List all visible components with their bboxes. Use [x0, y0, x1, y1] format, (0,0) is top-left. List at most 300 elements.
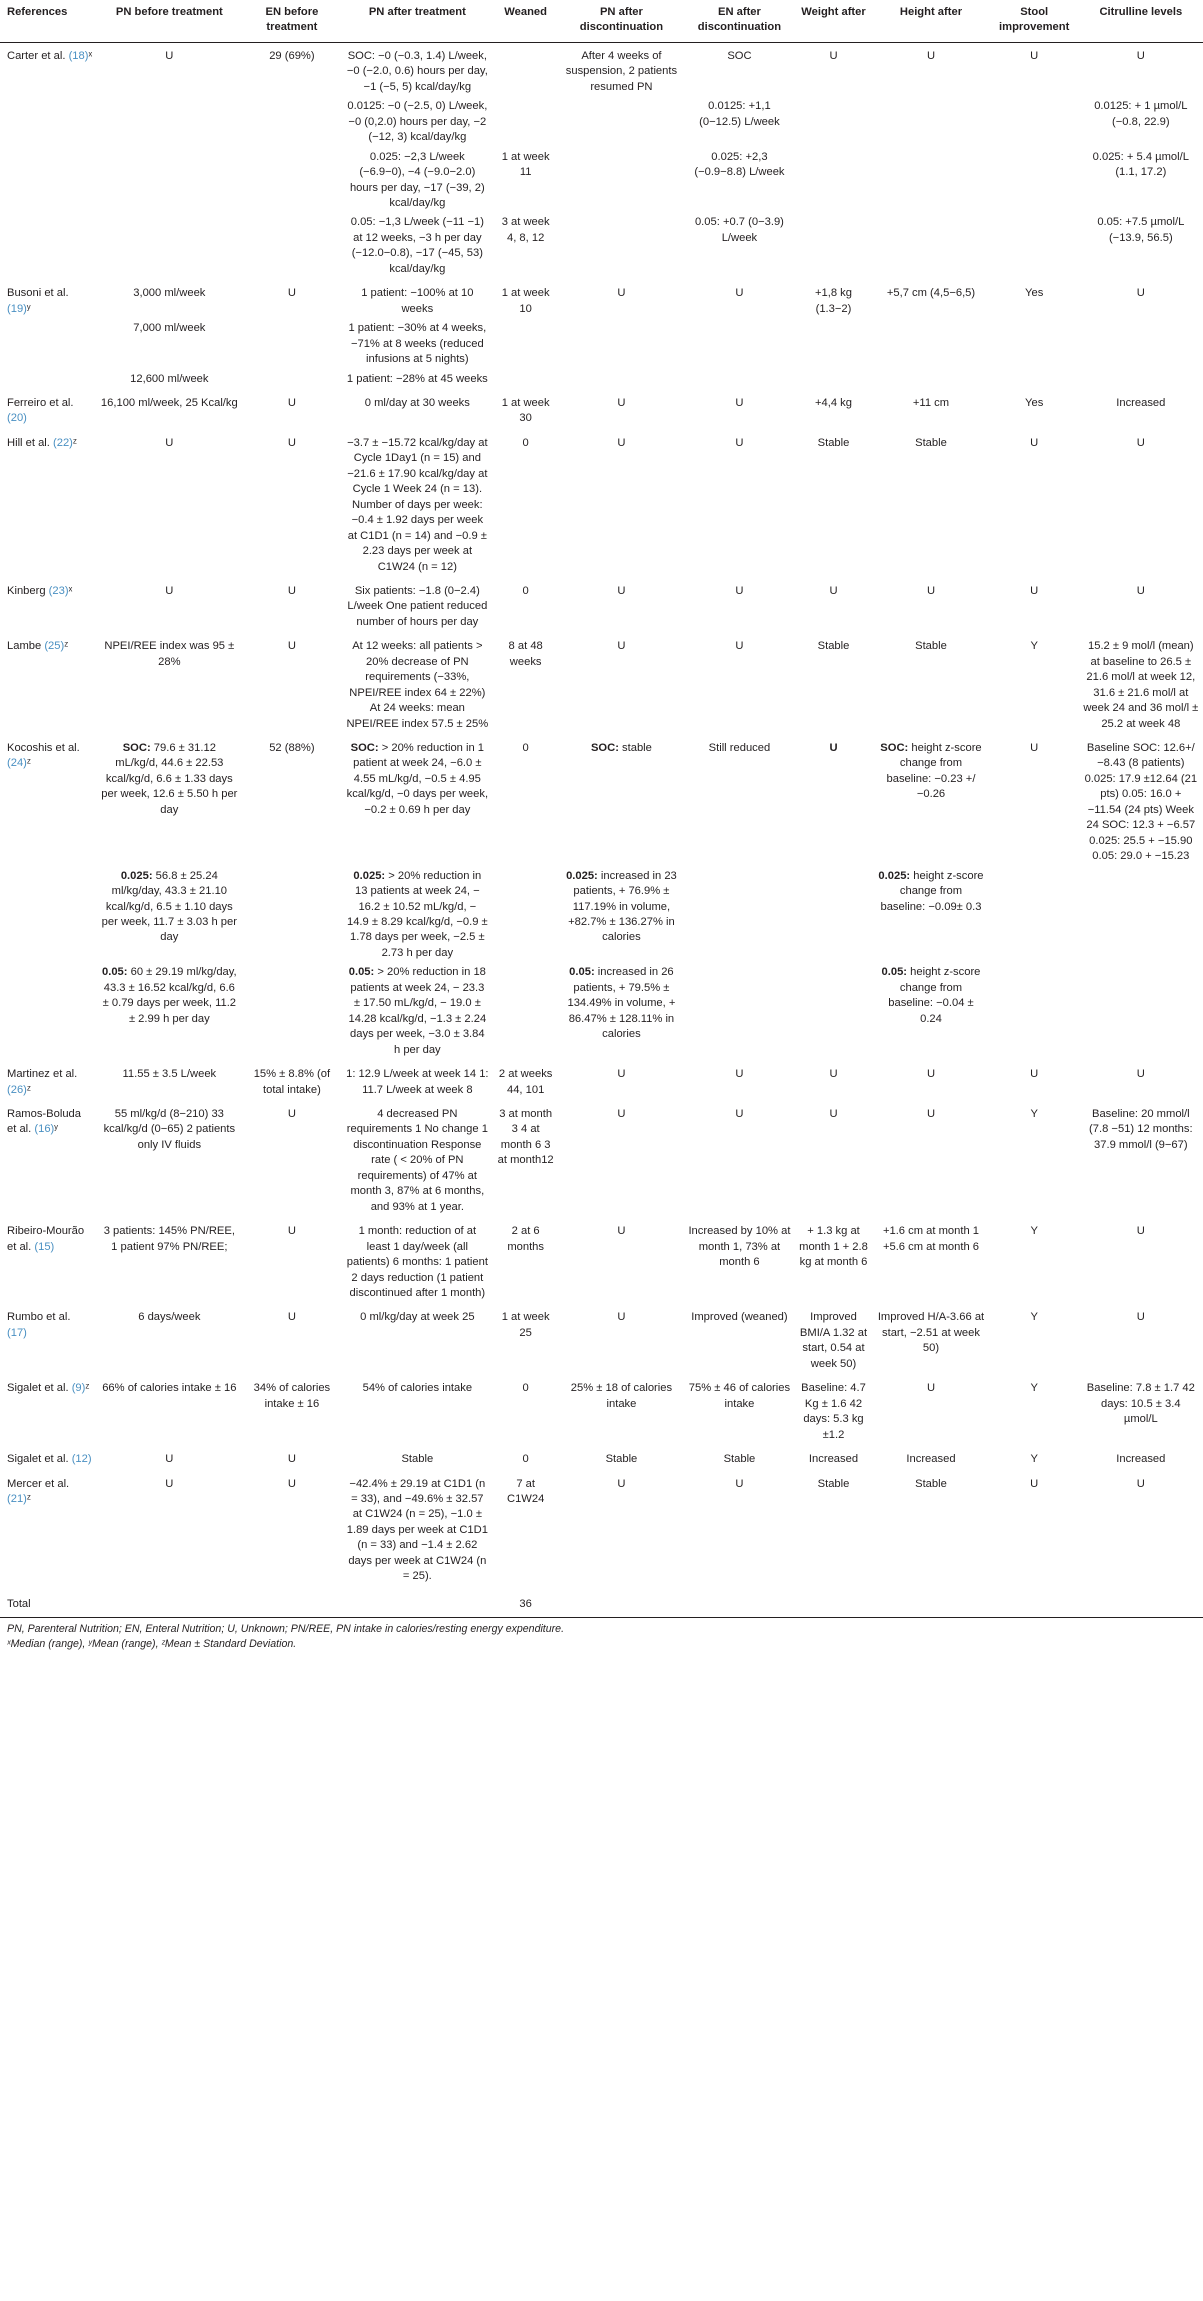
weaned-cell [493, 1217, 559, 1303]
cell-text: Improved H/A-3.66 at start, −2.51 at week 50) [877, 1311, 985, 1355]
cell-text: +4,4 kg [814, 396, 852, 409]
cell-text: U [735, 396, 744, 409]
weaned-cell [493, 148, 559, 214]
height-after-cell [872, 1445, 989, 1469]
cell-text: + 1.3 kg at month 1 + 2.8 kg at month 6 [799, 1225, 868, 1269]
weight-after-cell [795, 1587, 873, 1618]
stool-improvement-cell [990, 867, 1079, 964]
en-before-cell [242, 1587, 342, 1618]
pn-after-discontinuation-cell [559, 734, 684, 867]
height-after-cell [872, 1100, 989, 1217]
citrulline-cell [1079, 1303, 1203, 1374]
weight-after-cell [795, 1445, 873, 1469]
stool-improvement-cell [990, 279, 1079, 319]
pn-after-cell [342, 1060, 493, 1100]
en-before-cell [242, 1217, 342, 1303]
citrulline-cell [1079, 389, 1203, 429]
cell-text: U [617, 1477, 626, 1490]
cell-text: U [735, 1108, 744, 1120]
table-row [0, 1303, 1203, 1374]
cell-text: +11 cm [912, 396, 950, 409]
en-after-discontinuation-cell [684, 148, 795, 214]
cell-text: SOC [727, 49, 752, 62]
cell-text: U [617, 1311, 626, 1324]
cell-text: > 20% reduction in 13 patients at week 24, − 16.2 ± 10.52 mL/kg/d, − 14.9 ± 8.29 kcal/kg/d, −0.9 ± 1.78 days per week, −2.5 ± 2.73 h per day [346, 869, 488, 959]
cell-text: Still reduced [708, 742, 771, 755]
height-after-cell [872, 1217, 989, 1303]
abbreviations-footnote: PN, Parenteral Nutrition; EN, Enteral Nutrition; U, Unknown; PN/REE, PN intake in calories/resting energy expenditure. [7, 1623, 565, 1636]
en-after-discontinuation-cell [684, 1100, 795, 1217]
cell-text: U [735, 584, 744, 597]
pn-before-cell [97, 1060, 242, 1100]
cell-text: U [829, 1068, 838, 1081]
pn-after-cell [342, 1217, 493, 1303]
en-after-discontinuation-cell [684, 97, 795, 147]
height-after-cell [872, 370, 989, 389]
en-after-discontinuation-cell [684, 279, 795, 319]
cell-text: 0 [522, 1382, 529, 1395]
arm-label: U [829, 742, 838, 755]
cell-text: U [617, 1068, 626, 1081]
en-after-discontinuation-cell [684, 389, 795, 429]
en-after-discontinuation-cell [684, 632, 795, 734]
reference-cell [0, 429, 97, 577]
cell-text: −42.4% ± 29.19 at C1D1 (n = 33), and −49.6% ± 32.57 at C1W24 (n = 25), −1.0 ± 1.89 days per week at C1D1 (n = 33) and −1.4 ± 2.62 days per week at C1W24 (n = 25). [346, 1477, 488, 1583]
reference-cell [0, 42, 97, 97]
cell-text: U [617, 436, 626, 449]
cell-text: 1 at week 11 [501, 150, 550, 179]
pn-after-discontinuation-cell [559, 148, 684, 214]
cell-text: Sigalet et al. (12) [7, 1453, 92, 1466]
table-row [0, 1470, 1203, 1587]
stool-improvement-cell [990, 963, 1079, 1060]
cell-text: +1.6 cm at month 1 +5.6 cm at month 6 [882, 1225, 980, 1253]
cell-text: U [1030, 742, 1039, 755]
cell-text: increased in 26 patients, + 79.5% ± 134.49% in volume, + 86.47% ± 128.11% in calories [567, 966, 676, 1041]
cell-text: Y [1030, 640, 1038, 653]
cell-text: U [1136, 436, 1145, 449]
col-header: PN after treatment [342, 0, 493, 42]
table-row [0, 213, 1203, 279]
cell-text: Ribeiro-Mourão et al. (15) [7, 1225, 85, 1253]
arm-label: 0.025: [878, 869, 911, 882]
cell-text: 75% ± 46 of calories intake [688, 1382, 791, 1410]
pn-after-cell [342, 319, 493, 369]
cell-text: 0.025: +2,3 (−0.9−8.8) L/week [694, 150, 785, 179]
citation-link[interactable]: (23) [48, 584, 69, 597]
citation-link[interactable]: (17) [7, 1326, 27, 1339]
cell-text: U [1136, 287, 1145, 300]
citrulline-cell [1079, 213, 1203, 279]
cell-text: U [829, 49, 838, 62]
pn-after-discontinuation-cell [559, 1374, 684, 1445]
weight-after-cell [795, 279, 873, 319]
table-row [0, 963, 1203, 1060]
stool-improvement-cell [990, 577, 1079, 632]
cell-text: U [735, 1068, 744, 1081]
cell-text: 3 patients: 145% PN/REE, 1 patient 97% PN/REE; [103, 1225, 235, 1253]
weaned-cell [493, 1303, 559, 1374]
weight-after-cell [795, 389, 873, 429]
col-header: PN before treatment [97, 0, 242, 42]
cell-text: stable [622, 742, 652, 755]
reference-cell [0, 1587, 97, 1618]
arm-label: SOC: [122, 742, 151, 755]
en-before-cell [242, 963, 342, 1060]
en-after-discontinuation-cell [684, 319, 795, 369]
weaned-cell [493, 867, 559, 964]
pn-before-cell [97, 577, 242, 632]
cell-text: U [735, 1477, 744, 1490]
height-after-cell [872, 1470, 989, 1587]
height-after-cell [872, 734, 989, 867]
height-after-cell [872, 389, 989, 429]
cell-text: 11.55 ± 3.5 L/week [122, 1068, 217, 1081]
pn-before-cell [97, 1374, 242, 1445]
cell-text: 7,000 ml/week [133, 322, 206, 335]
en-before-cell [242, 97, 342, 147]
cell-text: Y [1030, 1108, 1038, 1120]
stool-improvement-cell [990, 734, 1079, 867]
en-after-discontinuation-cell [684, 963, 795, 1060]
citation-link[interactable]: (12) [71, 1453, 92, 1466]
pn-after-discontinuation-cell [559, 213, 684, 279]
en-before-cell [242, 370, 342, 389]
table-row [0, 734, 1203, 867]
citrulline-cell [1079, 867, 1203, 964]
cell-text: U [165, 1477, 174, 1490]
citation-link[interactable]: (21) [7, 1492, 27, 1505]
table-row [0, 1060, 1203, 1100]
cell-text: U [165, 584, 174, 597]
stool-improvement-cell [990, 429, 1079, 577]
pn-after-cell [342, 389, 493, 429]
height-after-cell [872, 963, 989, 1060]
pn-after-cell [342, 1100, 493, 1217]
stool-improvement-cell [990, 1470, 1079, 1587]
cell-text: U [1136, 49, 1145, 62]
pn-after-discontinuation-cell [559, 1100, 684, 1217]
arm-label: SOC: [880, 742, 909, 755]
en-after-discontinuation-cell [684, 1217, 795, 1303]
cell-text: Y [1030, 1453, 1038, 1466]
weaned-cell [493, 963, 559, 1060]
citation-link[interactable]: (25) [44, 640, 65, 653]
cell-text: 0.025: −2,3 L/week (−6.9−0), −4 (−9.0−2.0) hours per day, −17 (−39, 2) kcal/day/kg [349, 150, 485, 209]
pn-before-cell [97, 42, 242, 97]
arm-label: 0.05: [881, 966, 908, 979]
en-before-cell [242, 1445, 342, 1469]
cell-text: 8 at 48 weeks [508, 640, 543, 668]
height-after-cell [872, 279, 989, 319]
table-footnotes [0, 1618, 1203, 1656]
pn-after-discontinuation-cell [559, 1303, 684, 1374]
cell-text: After 4 weeks of suspension, 2 patients resumed PN [565, 49, 678, 93]
en-after-discontinuation-cell [684, 734, 795, 867]
en-after-discontinuation-cell [684, 1060, 795, 1100]
citrulline-cell [1079, 42, 1203, 97]
cell-text: Lambe (25)ᶻ [7, 640, 69, 653]
en-after-discontinuation-cell [684, 1374, 795, 1445]
cell-text: 6 days/week [138, 1311, 201, 1324]
en-after-discontinuation-cell [684, 370, 795, 389]
cell-text: U [287, 1225, 296, 1238]
cell-text: Total [7, 1597, 31, 1610]
reference-cell [0, 1217, 97, 1303]
citation-link[interactable]: (18) [68, 49, 89, 62]
citrulline-cell [1079, 1217, 1203, 1303]
pn-after-cell [342, 213, 493, 279]
cell-text: 56.8 ± 25.24 ml/kg/day, 43.3 ± 21.10 kcal/kg/d, 6.5 ± 1.10 days per week, 11.7 ± 3.03 h per day [101, 869, 237, 944]
en-before-cell [242, 389, 342, 429]
table-row [0, 1445, 1203, 1469]
pn-after-cell [342, 1587, 493, 1618]
cell-text: 0.0125: + 1 µmol/L (−0.8, 22.9) [1094, 100, 1188, 128]
weight-after-cell [795, 734, 873, 867]
citation-link[interactable]: (19) [7, 302, 27, 315]
arm-label: 0.025: [566, 869, 598, 882]
pn-after-cell [342, 632, 493, 734]
cell-text: NPEI/REE index was 95 ± 28% [104, 640, 235, 668]
en-before-cell [242, 632, 342, 734]
table-row [0, 632, 1203, 734]
stool-improvement-cell [990, 1060, 1079, 1100]
citation-link[interactable]: (9) [71, 1382, 86, 1395]
table-row [0, 429, 1203, 577]
cell-text: height z-score change from baseline: −0.04 ± 0.24 [888, 966, 981, 1025]
citation-link[interactable]: (20) [7, 412, 27, 425]
weight-after-cell [795, 867, 873, 964]
cell-text: Increased [808, 1453, 859, 1466]
en-before-cell [242, 279, 342, 319]
pn-after-cell [342, 1374, 493, 1445]
cell-text: Baseline: 7.8 ± 1.7 42 days: 10.5 ± 3.4 µmol/L [1086, 1382, 1195, 1426]
cell-text: 1 at week 10 [501, 287, 550, 315]
cell-text: Stable [401, 1453, 434, 1466]
col-header: References [0, 0, 97, 42]
cell-text: U [1030, 1068, 1039, 1081]
weight-after-cell [795, 632, 873, 734]
en-before-cell [242, 577, 342, 632]
pn-after-discontinuation-cell [559, 577, 684, 632]
citrulline-cell [1079, 429, 1203, 577]
cell-text: Rumbo et al. (17) [7, 1311, 71, 1339]
weaned-cell [493, 1587, 559, 1618]
weaned-cell [493, 389, 559, 429]
pn-before-cell [97, 148, 242, 214]
stool-improvement-cell [990, 319, 1079, 369]
cell-text: Increased by 10% at month 1, 73% at month 6 [688, 1225, 791, 1269]
cell-text: U [287, 584, 296, 597]
arm-label: 0.05: [101, 966, 128, 979]
weaned-cell [493, 734, 559, 867]
arm-label: 0.05: [569, 966, 595, 979]
weaned-cell [493, 632, 559, 734]
weaned-cell [493, 1060, 559, 1100]
height-after-cell [872, 42, 989, 97]
cell-text: Increased [1116, 1453, 1166, 1466]
cell-text: Six patients: −1.8 (0−2.4) L/week One patient reduced number of hours per day [347, 584, 488, 628]
cell-text: U [829, 584, 838, 597]
cell-text: 4 decreased PN requirements 1 No change 1 discontinuation Response rate ( < 20% of PN requirements) of 47% at month 3, 87% at 6 months, and 93% at 1 year. [346, 1108, 488, 1213]
en-after-discontinuation-cell [684, 42, 795, 97]
height-after-cell [872, 97, 989, 147]
height-after-cell [872, 148, 989, 214]
cell-text: Mercer et al. (21)ᶻ [7, 1477, 70, 1505]
stool-improvement-cell [990, 1217, 1079, 1303]
col-header: Citrulline levels [1079, 0, 1203, 42]
weaned-cell [493, 1100, 559, 1217]
cell-text: 3,000 ml/week [133, 287, 206, 300]
pn-after-cell [342, 279, 493, 319]
cell-text: U [735, 436, 744, 449]
reference-cell [0, 319, 97, 369]
pn-after-discontinuation-cell [559, 389, 684, 429]
en-before-cell [242, 734, 342, 867]
pn-before-cell [97, 963, 242, 1060]
citrulline-cell [1079, 370, 1203, 389]
cell-text: Baseline: 20 mmol/l (7.8 −51) 12 months: 37.9 mmol/l (9−67) [1089, 1108, 1193, 1151]
cell-text: Stable [915, 436, 947, 449]
cell-text: 2 at 6 months [507, 1225, 544, 1253]
cell-text: 0 [522, 1453, 529, 1466]
cell-text: 29 (69%) [269, 49, 315, 62]
reference-cell [0, 97, 97, 147]
pn-before-cell [97, 1587, 242, 1618]
citrulline-cell [1079, 1060, 1203, 1100]
weight-after-cell [795, 963, 873, 1060]
table-row [0, 867, 1203, 964]
cell-text: U [287, 1477, 296, 1490]
cell-text: U [287, 1453, 296, 1466]
cell-text: 79.6 ± 31.12 mL/kg/d, 44.6 ± 22.53 kcal/kg/d, 6.6 ± 1.33 days per week, 12.6 ± 5.50 h per day [101, 742, 238, 816]
cell-text: Y [1030, 1225, 1038, 1238]
stool-improvement-cell [990, 1100, 1079, 1217]
en-before-cell [242, 1100, 342, 1217]
cell-text: 1: 12.9 L/week at week 14 1: 11.7 L/week at week 8 [346, 1068, 489, 1096]
cell-text: Stable [723, 1453, 756, 1466]
cell-text: U [1030, 49, 1039, 62]
cell-text: > 20% reduction in 1 patient at week 24, −6.0 ± 4.55 mL/kg/d, −0.5 ± 4.95 kcal/kg/d, −0 days per week, −0.2 ± 0.69 h per day [346, 742, 489, 816]
cell-text: U [926, 1068, 936, 1081]
cell-text: Stable [915, 640, 947, 653]
pn-after-discontinuation-cell [559, 867, 684, 964]
weight-after-cell [795, 213, 873, 279]
cell-text: U [617, 584, 626, 597]
cell-text: 0 [522, 584, 529, 597]
col-header: Stool improvement [990, 0, 1079, 42]
cell-text: Ferreiro et al. (20) [7, 396, 74, 425]
reference-cell [0, 963, 97, 1060]
citation-link[interactable]: (22) [53, 436, 73, 449]
pn-after-cell [342, 734, 493, 867]
col-header: Weight after [795, 0, 873, 42]
cell-text: U [287, 1311, 296, 1324]
stool-improvement-cell [990, 97, 1079, 147]
en-after-discontinuation-cell [684, 577, 795, 632]
citrulline-cell [1079, 1587, 1203, 1618]
col-header: Height after [872, 0, 989, 42]
cell-text: 3 at month 3 4 at month 6 3 at month12 [497, 1108, 554, 1167]
cell-text: 15.2 ± 9 mol/l (mean) at baseline to 26.5 ± 21.6 mol/l at week 12, 31.6 ± 21.6 mol/l at week 24 and 36 mol/l ± 25.2 at week 48 [1083, 640, 1199, 730]
cell-text: 1 patient: −28% at 45 weeks [346, 372, 488, 385]
cell-text: 1 patient: −30% at 4 weeks, −71% at 8 weeks (reduced infusions at 5 nights) [348, 322, 487, 366]
cell-text: Hill et al. (22)ᶻ [7, 436, 77, 449]
cell-text: −3.7 ± −15.72 kcal/kg/day at Cycle 1Day1 (n = 15) and −21.6 ± 17.90 kcal/kg/day at Cycle 1 Week 24 (n = 13). Number of days per week: −0.4 ± 1.92 days per week at C1D1 (n = 14) and −0.9 ± 2.23 days per week at C1W24 (n = 12) [347, 436, 488, 573]
cell-text: 0.0125: +1,1 (0−12.5) L/week [699, 100, 780, 128]
cell-text: Stable [817, 1477, 850, 1490]
en-after-discontinuation-cell [684, 1470, 795, 1587]
pn-before-cell [97, 867, 242, 964]
en-before-cell [242, 1060, 342, 1100]
cell-text: Ramos-Boluda et al. (16)ʸ [7, 1108, 81, 1136]
arm-label: SOC: [590, 742, 619, 755]
weight-after-cell [795, 148, 873, 214]
cell-text: 3 at week 4, 8, 12 [501, 216, 550, 244]
cell-text: 12,600 ml/week [130, 372, 209, 385]
citrulline-cell [1079, 97, 1203, 147]
cell-text: U [1136, 1311, 1145, 1324]
cell-text: 55 ml/kg/d (8−210) 33 kcal/kg/d (0−65) 2 patients only IV fluids [103, 1108, 236, 1151]
cell-text: 1 month: reduction of at least 1 day/week (all patients) 6 months: 1 patient 2 days reduction (1 patient discontinued after 1 month) [346, 1225, 488, 1299]
cell-text: U [829, 1108, 838, 1120]
cell-text: U [1136, 1477, 1145, 1490]
header-row [0, 0, 1203, 42]
cell-text: Baseline: 4.7 Kg ± 1.6 42 days: 5.3 kg ±1.2 [801, 1382, 866, 1441]
cell-text: U [735, 640, 744, 653]
cell-text: 2 at weeks 44, 101 [498, 1068, 553, 1096]
weight-after-cell [795, 1303, 873, 1374]
reference-cell [0, 632, 97, 734]
pn-after-cell [342, 577, 493, 632]
height-after-cell [872, 319, 989, 369]
cell-text: U [1136, 1068, 1145, 1081]
citation-link[interactable]: (24) [7, 757, 27, 770]
reference-cell [0, 148, 97, 214]
pn-after-cell [342, 429, 493, 577]
cell-text: 0.05: −1,3 L/week (−11 −1) at 12 weeks, −3 h per day (−12.0−0.8), −17 (−45, 53) kcal/day/kg [350, 216, 484, 275]
cell-text: Sigalet et al. (9)ᶻ [7, 1382, 90, 1395]
citation-link[interactable]: (26) [7, 1083, 27, 1096]
weaned-cell [493, 577, 559, 632]
cell-text: Yes [1025, 287, 1044, 300]
height-after-cell [872, 213, 989, 279]
cell-text: 1 at week 25 [501, 1311, 550, 1339]
weaned-cell [493, 370, 559, 389]
col-header: PN after discontinuation [559, 0, 684, 42]
height-after-cell [872, 1303, 989, 1374]
citation-link[interactable]: (15) [34, 1240, 55, 1253]
weaned-cell [493, 213, 559, 279]
pn-after-cell [342, 42, 493, 97]
pn-before-cell [97, 279, 242, 319]
pn-before-cell [97, 734, 242, 867]
pn-after-cell [342, 1445, 493, 1469]
citation-link[interactable]: (16) [34, 1123, 55, 1136]
weight-after-cell [795, 577, 873, 632]
cell-text: Y [1030, 1311, 1038, 1324]
height-after-cell [872, 429, 989, 577]
cell-text: 36 [519, 1597, 532, 1610]
cell-text: U [1030, 1477, 1039, 1490]
cell-text: Busoni et al. (19)ʸ [7, 287, 69, 315]
pn-after-discontinuation-cell [559, 1445, 684, 1469]
cell-text: Martinez et al. (26)ᶻ [7, 1068, 78, 1096]
weaned-cell [493, 1445, 559, 1469]
reference-cell [0, 1445, 97, 1469]
pn-before-cell [97, 1217, 242, 1303]
cell-text: 0 [522, 436, 529, 449]
